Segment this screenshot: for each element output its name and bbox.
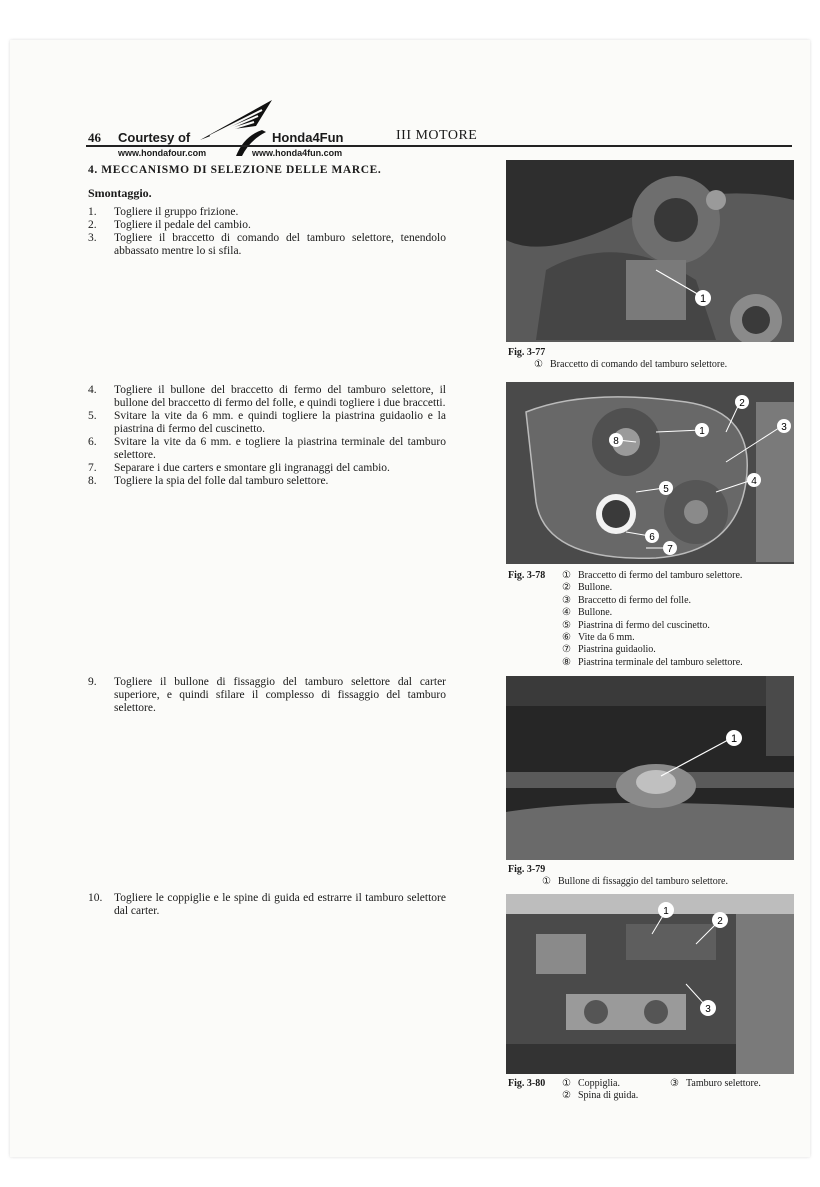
step-item: 6. Svitare la vite da 6 mm. e togliere la piastrina terminale del tamburo selettore. bbox=[88, 436, 446, 461]
section-title: 4. MECCANISMO DI SELEZIONE DELLE MARCE. bbox=[88, 164, 382, 176]
callout: 1 bbox=[699, 293, 707, 305]
step-item: 10. Togliere le coppiglie e le spine di guida ed estrarre il tamburo selettore dal carter. bbox=[88, 892, 446, 917]
callout: 4 bbox=[751, 476, 757, 487]
step-item: 1. Togliere il gruppo frizione. bbox=[88, 206, 239, 218]
callout: 1 bbox=[730, 733, 738, 745]
step-item: 2. Togliere il pedale del cambio. bbox=[88, 219, 251, 231]
url-left: www.hondafour.com bbox=[118, 148, 207, 158]
url-right: www.honda4fun.com bbox=[252, 148, 343, 158]
figure-3-80-photo bbox=[506, 894, 794, 1074]
page-number: 46 bbox=[88, 130, 101, 145]
callout: 1 bbox=[699, 426, 705, 437]
callout: 2 bbox=[739, 398, 745, 409]
brand-text: Honda4Fun bbox=[272, 130, 344, 145]
chapter-title: III MOTORE bbox=[396, 128, 478, 143]
figure-3-79-photo bbox=[506, 676, 794, 860]
steps-group-c bbox=[88, 676, 446, 715]
figure-3-79-caption: Fig. 3-79 ① Bullone di fissaggio del tamburo selettore. bbox=[508, 864, 728, 888]
callout: 5 bbox=[663, 484, 669, 495]
figure-3-77-caption: Fig. 3-77 ① Braccetto di comando del tamburo selettore. bbox=[508, 347, 728, 371]
figure-3-80-caption: Fig. 3-80 ① Coppiglia. ③ Tamburo selettore. ② Spina di guida. bbox=[508, 1078, 761, 1102]
figure-3-78-photo bbox=[506, 382, 794, 564]
callout: 1 bbox=[663, 906, 669, 917]
step-item: 7. Separare i due carters e smontare gli ingranaggi del cambio. bbox=[88, 462, 390, 474]
callout: 3 bbox=[705, 1004, 711, 1015]
callout: 2 bbox=[717, 916, 723, 927]
steps-group-d bbox=[88, 892, 446, 918]
callout: 6 bbox=[649, 532, 655, 543]
step-item: 9. Togliere il bullone di fissaggio del tamburo selettore dal carter superiore, e quindi sfilare il complesso di fissaggio del tamburo selettore. bbox=[88, 676, 446, 714]
header-rule bbox=[86, 145, 792, 147]
callout: 8 bbox=[613, 436, 619, 447]
callout: 7 bbox=[667, 544, 673, 555]
step-item: 8. Togliere la spia del folle dal tamburo selettore. bbox=[88, 475, 329, 487]
figure-3-78-caption: Fig. 3-78 ① Braccetto di fermo del tamburo selettore. ② Bullone. ③ Braccetto di fermo del folle. ④ Bullone. ⑤ Piastrina di fermo del cuscinetto. ⑥ Vite da 6 mm. ⑦ Piastrina guidaolio. ⑧ Piastrina terminale del tamburo selettore. bbox=[508, 570, 743, 668]
step-item: 5. Svitare la vite da 6 mm. e quindi togliere la piastrina guidaolio e la piastrina di fermo del cuscinetto. bbox=[88, 410, 446, 435]
section-subtitle: Smontaggio. bbox=[88, 186, 152, 200]
step-item: 3. Togliere il braccetto di comando del tamburo selettore, tenendolo abbassato mentre lo si sfila. bbox=[88, 232, 446, 257]
steps-group-a bbox=[88, 206, 446, 258]
steps-group-b bbox=[88, 384, 446, 488]
courtesy-text: Courtesy of bbox=[118, 130, 191, 145]
callout: 3 bbox=[781, 422, 787, 433]
step-item: 4. Togliere il bullone del braccetto di fermo del tamburo selettore, il bullone del braccetto di fermo del folle, e quindi togliere i due braccetti. bbox=[88, 384, 446, 409]
figure-3-77-photo bbox=[506, 160, 794, 342]
